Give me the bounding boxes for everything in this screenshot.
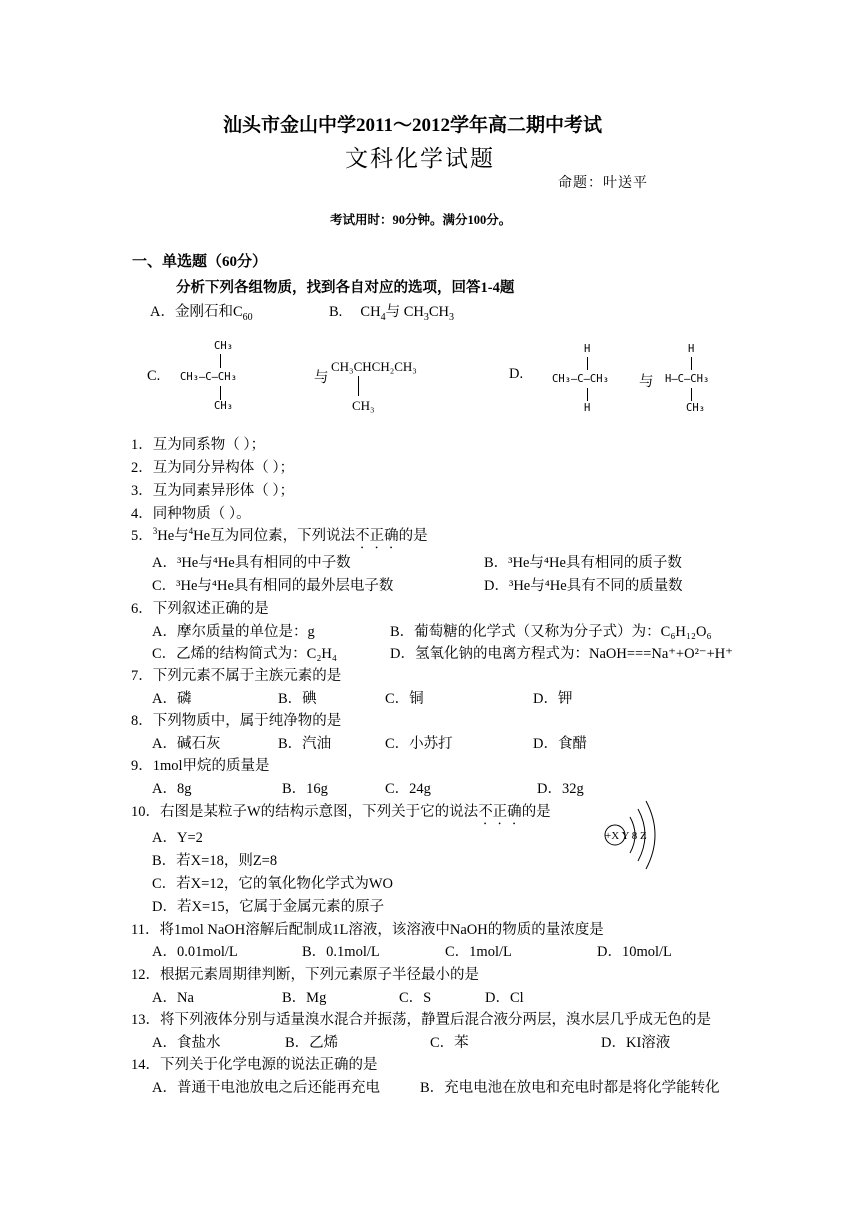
section-instruction: 分析下列各组物质，找到各自对应的选项，回答1-4题 — [176, 280, 515, 296]
q12-option-c: C．S — [399, 990, 432, 1006]
author-line: 命题：叶送平 — [558, 176, 648, 191]
d2-top: H — [688, 343, 695, 355]
q9-option-b: B．16g — [282, 781, 328, 797]
c-struct2-bot: CH₃ — [352, 398, 375, 413]
question-14: 14．下列关于化学电源的说法正确的是 — [131, 1057, 378, 1073]
q9-option-a: A．8g — [152, 781, 192, 797]
group-b: B. $CH_4$与 $CH_3CH_3$ — [329, 304, 455, 323]
exam-title: 汕头市金山中学2011～2012学年高二期中考试 — [223, 115, 602, 136]
q11-option-c: C．1mol/L — [445, 944, 512, 960]
d1-bond-top — [587, 357, 588, 370]
q5-option-c: C．³He与⁴He具有相同的最外层电子数 — [152, 578, 394, 594]
q13-option-a: A．食盐水 — [152, 1035, 221, 1051]
q5-option-a: A．³He与⁴He具有相同的中子数 — [152, 555, 351, 571]
question-4: 4．同种物质（ ）。 — [131, 506, 251, 522]
c-struct1-top: CH₃ — [214, 340, 233, 352]
emphasis-not-correct-10: 不正确 — [478, 804, 522, 820]
q8-option-b: B．汽油 — [278, 736, 332, 752]
q10-option-a: A．Y=2 — [152, 830, 203, 846]
q10-option-d: D．若X=15，它属于金属元素的原子 — [152, 899, 385, 915]
q5-option-d: D．³He与⁴He具有不同的质量数 — [484, 578, 683, 594]
question-3: 3．互为同素异形体（ ）； — [131, 483, 295, 499]
q6-option-c: C．乙烯的结构简式为：C₂H₄ — [152, 646, 337, 662]
d1-bond-bot — [587, 388, 588, 401]
question-7: 7．下列元素不属于主族元素的是 — [131, 668, 342, 684]
c-with: 与 — [314, 370, 329, 386]
d2-bond-bot — [691, 388, 692, 401]
q8-option-a: A．碱石灰 — [152, 736, 221, 752]
q14-option-b: B．充电电池在放电和充电时都是将化学能转化 — [420, 1080, 720, 1096]
q6-option-d: D．氢氧化钠的电离方程式为：NaOH===Na⁺+O²⁻+H⁺ — [390, 646, 733, 662]
question-6: 6．下列叙述正确的是 — [131, 601, 269, 617]
c-struct1-mid: CH₃—C—CH₃ — [180, 371, 237, 383]
question-2: 2．互为同分异构体（ ）； — [131, 460, 295, 476]
question-11: 11．将1mol NaOH溶解后配制成1L溶液，该溶液中NaOH的物质的量浓度是 — [131, 922, 604, 938]
atom-figure-label: +X Y 8 Z — [605, 830, 647, 842]
q10-option-c: C．若X=12，它的氧化物化学式为WO — [152, 876, 393, 892]
d1-top: H — [584, 343, 591, 355]
c-bond-top — [220, 354, 221, 368]
c-struct2-bond — [358, 376, 359, 396]
q7-option-b: B．碘 — [278, 691, 317, 707]
q7-option-a: A．磷 — [152, 691, 192, 707]
section-heading: 一、单选题（60分） — [132, 254, 268, 270]
emphasis-not-correct: 不正确 — [355, 528, 399, 544]
c-bond-bot — [220, 386, 221, 400]
q8-option-d: D．食醋 — [533, 736, 587, 752]
q10-option-b: B．若X=18，则Z=8 — [152, 853, 278, 869]
d2-bot: CH₃ — [686, 402, 705, 414]
q7-option-d: D．钾 — [533, 691, 573, 707]
question-10: 10．右图是某粒子W的结构示意图，下列关于它的说法不正确的是 — [131, 804, 551, 820]
q9-option-c: C．24g — [385, 781, 431, 797]
q12-option-b: B．Mg — [282, 990, 327, 1006]
group-d-label: D. — [509, 366, 524, 382]
q8-option-c: C．小苏打 — [385, 736, 453, 752]
question-13: 13．将下列液体分别与适量溴水混合并振荡，静置后混合液分两层，溴水层几乎成无色的是 — [131, 1012, 711, 1028]
question-9: 9．1mol甲烷的质量是 — [131, 758, 270, 774]
q9-option-d: D．32g — [537, 781, 584, 797]
q13-option-c: C．苯 — [430, 1035, 469, 1051]
question-5: 5．$^3$He与$^4$He互为同位素，下列说法不正确的是 — [131, 526, 428, 544]
d1-bot: H — [584, 402, 591, 414]
question-1: 1．互为同系物（ ）； — [131, 437, 266, 453]
c-struct2-main: CH₃CHCH₂CH₃ — [331, 359, 417, 374]
q12-option-d: D．Cl — [485, 990, 524, 1006]
q11-option-a: A．0.01mol/L — [152, 944, 238, 960]
q11-option-d: D．10mol/L — [597, 944, 672, 960]
q13-option-b: B．乙烯 — [285, 1035, 339, 1051]
q14-option-a: A．普通干电池放电之后还能再充电 — [152, 1080, 380, 1096]
d2-mid: H—C—CH₃ — [665, 373, 710, 385]
q11-option-b: B．0.1mol/L — [302, 944, 380, 960]
q13-option-d: D．KI溶液 — [601, 1035, 671, 1051]
c-struct1-bot: CH₃ — [214, 400, 233, 412]
q6-option-a: A．摩尔质量的单位是：g — [152, 624, 315, 640]
question-8: 8．下列物质中，属于纯净物的是 — [131, 713, 342, 729]
q7-option-c: C．铜 — [385, 691, 424, 707]
electron-shell-3 — [646, 801, 655, 869]
q12-option-a: A．Na — [152, 990, 194, 1006]
group-a: A．金刚石和$C_{60}$ — [150, 304, 253, 323]
d-with: 与 — [639, 374, 654, 390]
d1-mid: CH₃—C—CH₃ — [552, 373, 609, 385]
exam-info: 考试用时：90分钟。满分100分。 — [330, 213, 512, 227]
exam-subtitle: 文科化学试题 — [345, 146, 495, 171]
q6-option-b: B．葡萄糖的化学式（又称为分子式）为：C₆H₁₂O₆ — [390, 624, 712, 640]
d2-bond-top — [691, 357, 692, 370]
group-c-label: C. — [147, 368, 161, 384]
atom-structure-diagram — [598, 795, 678, 875]
q5-option-b: B．³He与⁴He具有相同的质子数 — [484, 555, 682, 571]
question-12: 12．根据元素周期律判断，下列元素原子半径最小的是 — [131, 967, 479, 983]
